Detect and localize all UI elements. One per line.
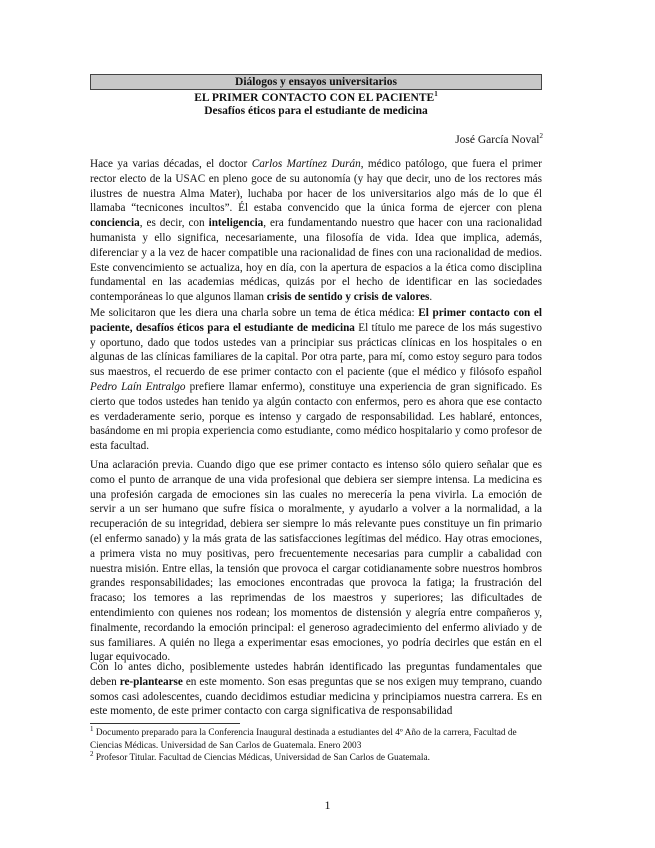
p2-text-b: El título me parece de los más sugestivo y oportuno, dado que todos ustedes van a principiar sus prácticas clínicas en los hospitales o en algunas de las clínicas familiares de la capital. Por otra parte, para mí, como estoy seguro para todos sus maestros, el recuerdo de ese primer contacto con el paciente (que el médico y filósofo español	[90, 321, 542, 379]
footnotes	[90, 724, 550, 765]
p1-text-c: , es decir, con	[139, 217, 209, 230]
title-text: EL PRIMER CONTACTO CON EL PACIENTE	[194, 92, 435, 104]
author-line	[455, 134, 543, 146]
footnote-2	[90, 749, 550, 765]
paragraph-4	[90, 660, 542, 719]
p1-text-d: , era fundamentando nuestro que hacer con una racionalidad humanista y ello significa, necesariamente, una filosofía de vida. Idea que implica, además, diferenciar y a la vez de hacer compatible una racionalidad de fines con una racionalidad de medios. Este convencimiento se actualiza, hoy en día, con la apertura de espacios a la ética como disciplina fundamental en las academias médicas, quizás por el hecho de identificar en las sociedades contemporáneas lo que algunos llaman	[90, 217, 542, 304]
p1-text-a: Hace ya varias décadas, el doctor	[90, 158, 252, 170]
p2-text-c: prefiere llamar enfermo), constituye una experiencia de gran significado. Es cierto que todos ustedes han tenido ya algún contacto con enfermos, pero es ahora que ese contacto es verdaderamente serio, porque es intenso y cargado de responsabilidad. Les hablaré, entonces, basándome en mi propia experiencia como estudiante, como médico hospitalario y como profesor de esta facultad.	[90, 380, 542, 453]
paragraph-3: Una aclaración previa. Cuando digo que ese primer contacto es intenso sólo quiero señalar que es como el punto de arranque de una vida profesional que debiera ser siempre intensa. La medicina es una profesión cargada de emociones sin las cuales no merecería la pena vivirla. La emoción de servir a un ser humano que sufre física o moralmente, y ayudarlo a volver a la normalidad, a la recuperación de su integridad, debiera ser siempre lo más relevante pues constituye un fin primario (el enfermo sanado) y la más grata de las satisfacciones legítimas del médico. Hay otras emociones, a primera vista no muy positivas, pero frecuentemente necesarias para cumplir a cabalidad con nuestra misión. Entre ellas, la tensión que provoca el cargar cotidianamente sobre nuestros hombros grandes responsabilidades; las emociones encontradas que provoca la fatiga; la frustración del fracaso; los temores a las reprimendas de los maestros y superiores; las dificultades de entendimiento con quienes nos rodean; los momentos de distensión y alegría entre compañeros y, finalmente, recordando la emoción principal: el generoso agradecimiento del enfermo aliviado y de sus familiares. A quién no llega a experimentar esas emociones, yo podría decirles que están en el lugar equivocado.	[90, 459, 542, 664]
article-title	[90, 92, 542, 105]
footnote-divider	[90, 723, 240, 724]
p2-person-name: Pedro Laín Entralgo	[90, 380, 186, 393]
p1-bold-crisis: crisis de sentido y crisis de valores	[266, 291, 430, 304]
author-name: José García Noval	[455, 134, 540, 146]
p1-person-name: Carlos Martínez Durán	[251, 158, 361, 170]
section-banner: Diálogos y ensayos universitarios	[90, 74, 542, 90]
page-number: 1	[324, 798, 331, 812]
footnote-1-text: Documento preparado para la Conferencia Inaugural destinada a estudiantes del 4º Año de la carrera, Facultad de Ciencias Médicas. Universidad de San Carlos de Guatemala. Enero 2003	[90, 728, 517, 751]
p4-text-b: en este momento. Son esas preguntas que se nos exigen muy temprano, cuando somos casi adolescentes, cuando decidimos estudiar medicina y principiamos nuestra carrera. Es en este momento, de este primer contacto con carga significativa de responsabilidad	[90, 675, 543, 718]
p1-bold-conciencia: conciencia	[90, 217, 140, 230]
paragraph-1	[90, 157, 542, 305]
footnote-1-mark: 1	[90, 724, 94, 733]
p1-bold-inteligencia: inteligencia	[208, 217, 264, 230]
footnote-1	[90, 724, 550, 752]
p1-text-b: , médico patólogo, que fuera el primer rector electo de la USAC en pleno goce de su autonomía (y hay que decir, uno de los rectores más ilustres de nuestra Alma Mater), luchaba por hacer de los universitarios algo más de lo que él llamaba “tecnicones incultos”. Él estaba convencido que la única forma de ejercer con plena	[90, 158, 543, 215]
p2-bold-title: El primer contacto con el paciente, desafíos éticos para el estudiante de medicina	[90, 307, 543, 334]
p4-text-a: Con lo antes dicho, posiblemente ustedes habrán identificado las preguntas fundamentales que deben	[90, 661, 542, 688]
title-footnote-mark: 1	[434, 90, 438, 99]
article-subtitle: Desafíos éticos para el estudiante de medicina	[204, 105, 428, 117]
p2-text-a: Me solicitaron que les diera una charla sobre un tema de ética médica:	[90, 307, 419, 319]
footnote-2-text: Profesor Titular. Facultad de Ciencias Médicas, Universidad de San Carlos de Guatemala.	[93, 753, 430, 763]
p1-text-e: .	[429, 291, 433, 304]
author-footnote-mark: 2	[539, 132, 543, 141]
p4-bold-replantearse: re-plantearse	[119, 675, 183, 688]
footnote-2-mark: 2	[90, 749, 94, 758]
paragraph-2	[90, 306, 542, 454]
